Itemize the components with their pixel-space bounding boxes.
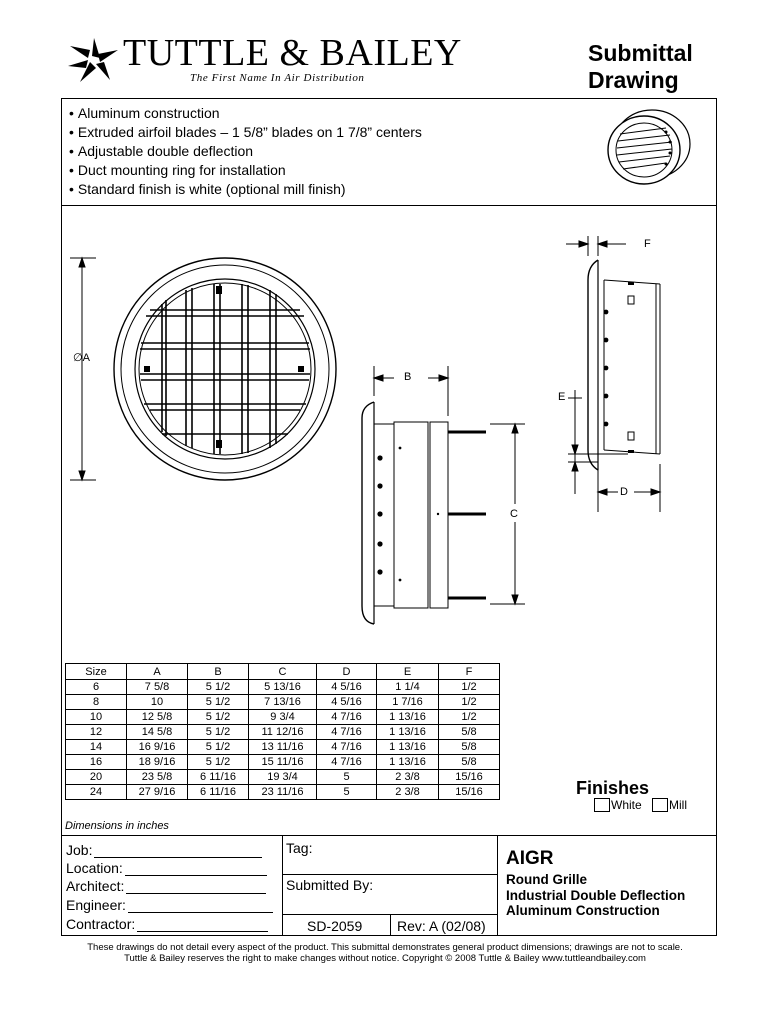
table-cell: 2 3/8: [377, 785, 439, 800]
table-row: [66, 785, 500, 800]
disclaimer-line-1: These drawings do not detail every aspect of the product. This submittal demonstrates general product dimensions; drawings are not to scale.: [87, 942, 683, 953]
section-view-drawing: [548, 232, 668, 522]
table-cell: 10: [127, 695, 188, 710]
table-row: [66, 710, 500, 725]
divider-features: [61, 205, 717, 206]
table-cell: 16 9/16: [127, 740, 188, 755]
finishes-title: Finishes: [576, 778, 650, 798]
product-line-2: Industrial Double Deflection: [506, 888, 686, 903]
table-row: [66, 695, 500, 710]
dimensions-note: Dimensions in inches: [65, 820, 169, 832]
dimension-table: [65, 663, 500, 800]
divider-rev: [390, 914, 391, 936]
brand-tagline: The First Name In Air Distribution: [190, 72, 365, 84]
column-header: C: [249, 664, 317, 680]
submitted-by-field[interactable]: Submitted By:: [286, 877, 374, 893]
revision: Rev: A (02/08): [397, 918, 486, 934]
table-cell: 4 5/16: [317, 680, 377, 695]
table-cell: 6: [66, 680, 127, 695]
table-cell: 1 7/16: [377, 695, 439, 710]
table-cell: 2 3/8: [377, 770, 439, 785]
table-cell: 4 7/16: [317, 725, 377, 740]
contractor-field[interactable]: [66, 916, 268, 932]
table-cell: 1/2: [439, 710, 500, 725]
engineer-field[interactable]: [66, 897, 273, 913]
table-cell: 4 7/16: [317, 740, 377, 755]
table-row: [66, 770, 500, 785]
title-line-2: Drawing: [588, 67, 679, 93]
table-cell: 6 11/16: [188, 770, 249, 785]
document-number: SD-2059: [307, 918, 363, 934]
tuttle-bailey-logo-icon: [66, 36, 122, 84]
table-cell: 5: [317, 770, 377, 785]
column-header: F: [439, 664, 500, 680]
table-cell: 5 1/2: [188, 725, 249, 740]
feature-item: • Extruded airfoil blades – 1 5/8” blades on 1 7/8” centers: [69, 123, 422, 142]
table-cell: 1 13/16: [377, 725, 439, 740]
product-model: AIGR: [506, 848, 554, 869]
table-cell: 1/2: [439, 680, 500, 695]
label-f: F: [644, 238, 651, 250]
table-row: [66, 740, 500, 755]
job-field[interactable]: [66, 842, 262, 858]
front-view-drawing: [66, 250, 356, 490]
table-cell: 19 3/4: [249, 770, 317, 785]
table-cell: 5 1/2: [188, 695, 249, 710]
table-cell: 5 1/2: [188, 755, 249, 770]
table-cell: 1 1/4: [377, 680, 439, 695]
architect-field[interactable]: [66, 878, 266, 894]
feature-item: • Standard finish is white (optional mill finish): [69, 180, 422, 199]
table-cell: 15 11/16: [249, 755, 317, 770]
table-cell: 6 11/16: [188, 785, 249, 800]
feature-item: • Duct mounting ring for installation: [69, 161, 422, 180]
table-cell: 18 9/16: [127, 755, 188, 770]
table-cell: 12: [66, 725, 127, 740]
engineer-label: Engineer:: [66, 897, 126, 913]
table-cell: 1/2: [439, 695, 500, 710]
table-cell: 23 5/8: [127, 770, 188, 785]
white-label: White: [611, 798, 642, 812]
feature-item: • Aluminum construction: [69, 104, 422, 123]
column-header: D: [317, 664, 377, 680]
label-d: D: [620, 486, 628, 498]
label-b: B: [404, 371, 412, 383]
divider-form-1: [282, 835, 283, 936]
page-title: [588, 40, 693, 94]
table-cell: 8: [66, 695, 127, 710]
mill-checkbox[interactable]: [652, 798, 668, 812]
table-row: [66, 680, 500, 695]
architect-label: Architect:: [66, 878, 125, 894]
label-a: ∅A: [73, 352, 90, 364]
disclaimer-line-2: Tuttle & Bailey reserves the right to make changes without notice. Copyright © 2008 Tuttle & Bailey www.tuttleandbailey.com: [124, 953, 646, 964]
table-row: [66, 755, 500, 770]
table-cell: 14 5/8: [127, 725, 188, 740]
white-checkbox[interactable]: [594, 798, 610, 812]
column-header: Size: [66, 664, 127, 680]
table-cell: 7 13/16: [249, 695, 317, 710]
location-field[interactable]: [66, 860, 267, 876]
brand-name: TUTTLE & BAILEY: [123, 32, 462, 74]
table-cell: 5 1/2: [188, 710, 249, 725]
divider-form-2: [497, 835, 498, 936]
column-header: E: [377, 664, 439, 680]
table-cell: 14: [66, 740, 127, 755]
table-cell: 15/16: [439, 785, 500, 800]
table-cell: 4 5/16: [317, 695, 377, 710]
table-header-row: [66, 664, 500, 680]
table-cell: 1 13/16: [377, 740, 439, 755]
table-cell: 5 13/16: [249, 680, 317, 695]
feature-item: • Adjustable double deflection: [69, 142, 422, 161]
table-cell: 5 1/2: [188, 680, 249, 695]
table-cell: 5/8: [439, 740, 500, 755]
table-cell: 23 11/16: [249, 785, 317, 800]
finish-white-option[interactable]: [594, 798, 642, 812]
location-label: Location:: [66, 860, 123, 876]
table-row: [66, 725, 500, 740]
feature-list: [69, 104, 422, 199]
table-cell: 16: [66, 755, 127, 770]
grille-isometric-image: [604, 106, 694, 188]
mill-label: Mill: [669, 798, 687, 812]
divider-table: [61, 835, 717, 836]
table-cell: 11 12/16: [249, 725, 317, 740]
table-cell: 1 13/16: [377, 755, 439, 770]
side-view-drawing: [350, 366, 540, 636]
table-cell: 1 13/16: [377, 710, 439, 725]
table-cell: 24: [66, 785, 127, 800]
title-line-1: Submittal: [588, 40, 693, 66]
finish-mill-option[interactable]: [652, 798, 687, 812]
column-header: B: [188, 664, 249, 680]
product-line-1: Round Grille: [506, 872, 587, 887]
divider-submitted: [282, 874, 497, 875]
table-cell: 7 5/8: [127, 680, 188, 695]
table-cell: 13 11/16: [249, 740, 317, 755]
table-cell: 10: [66, 710, 127, 725]
table-cell: 27 9/16: [127, 785, 188, 800]
table-cell: 4 7/16: [317, 755, 377, 770]
product-line-3: Aluminum Construction: [506, 903, 660, 918]
table-cell: 5/8: [439, 725, 500, 740]
table-cell: 9 3/4: [249, 710, 317, 725]
table-cell: 20: [66, 770, 127, 785]
table-cell: 12 5/8: [127, 710, 188, 725]
label-c: C: [510, 508, 518, 520]
table-cell: 15/16: [439, 770, 500, 785]
contractor-label: Contractor:: [66, 916, 136, 932]
job-label: Job:: [66, 842, 93, 858]
table-cell: 5/8: [439, 755, 500, 770]
column-header: A: [127, 664, 188, 680]
table-cell: 4 7/16: [317, 710, 377, 725]
label-e: E: [558, 391, 566, 403]
table-cell: 5 1/2: [188, 740, 249, 755]
table-cell: 5: [317, 785, 377, 800]
tag-field[interactable]: Tag:: [286, 840, 313, 856]
